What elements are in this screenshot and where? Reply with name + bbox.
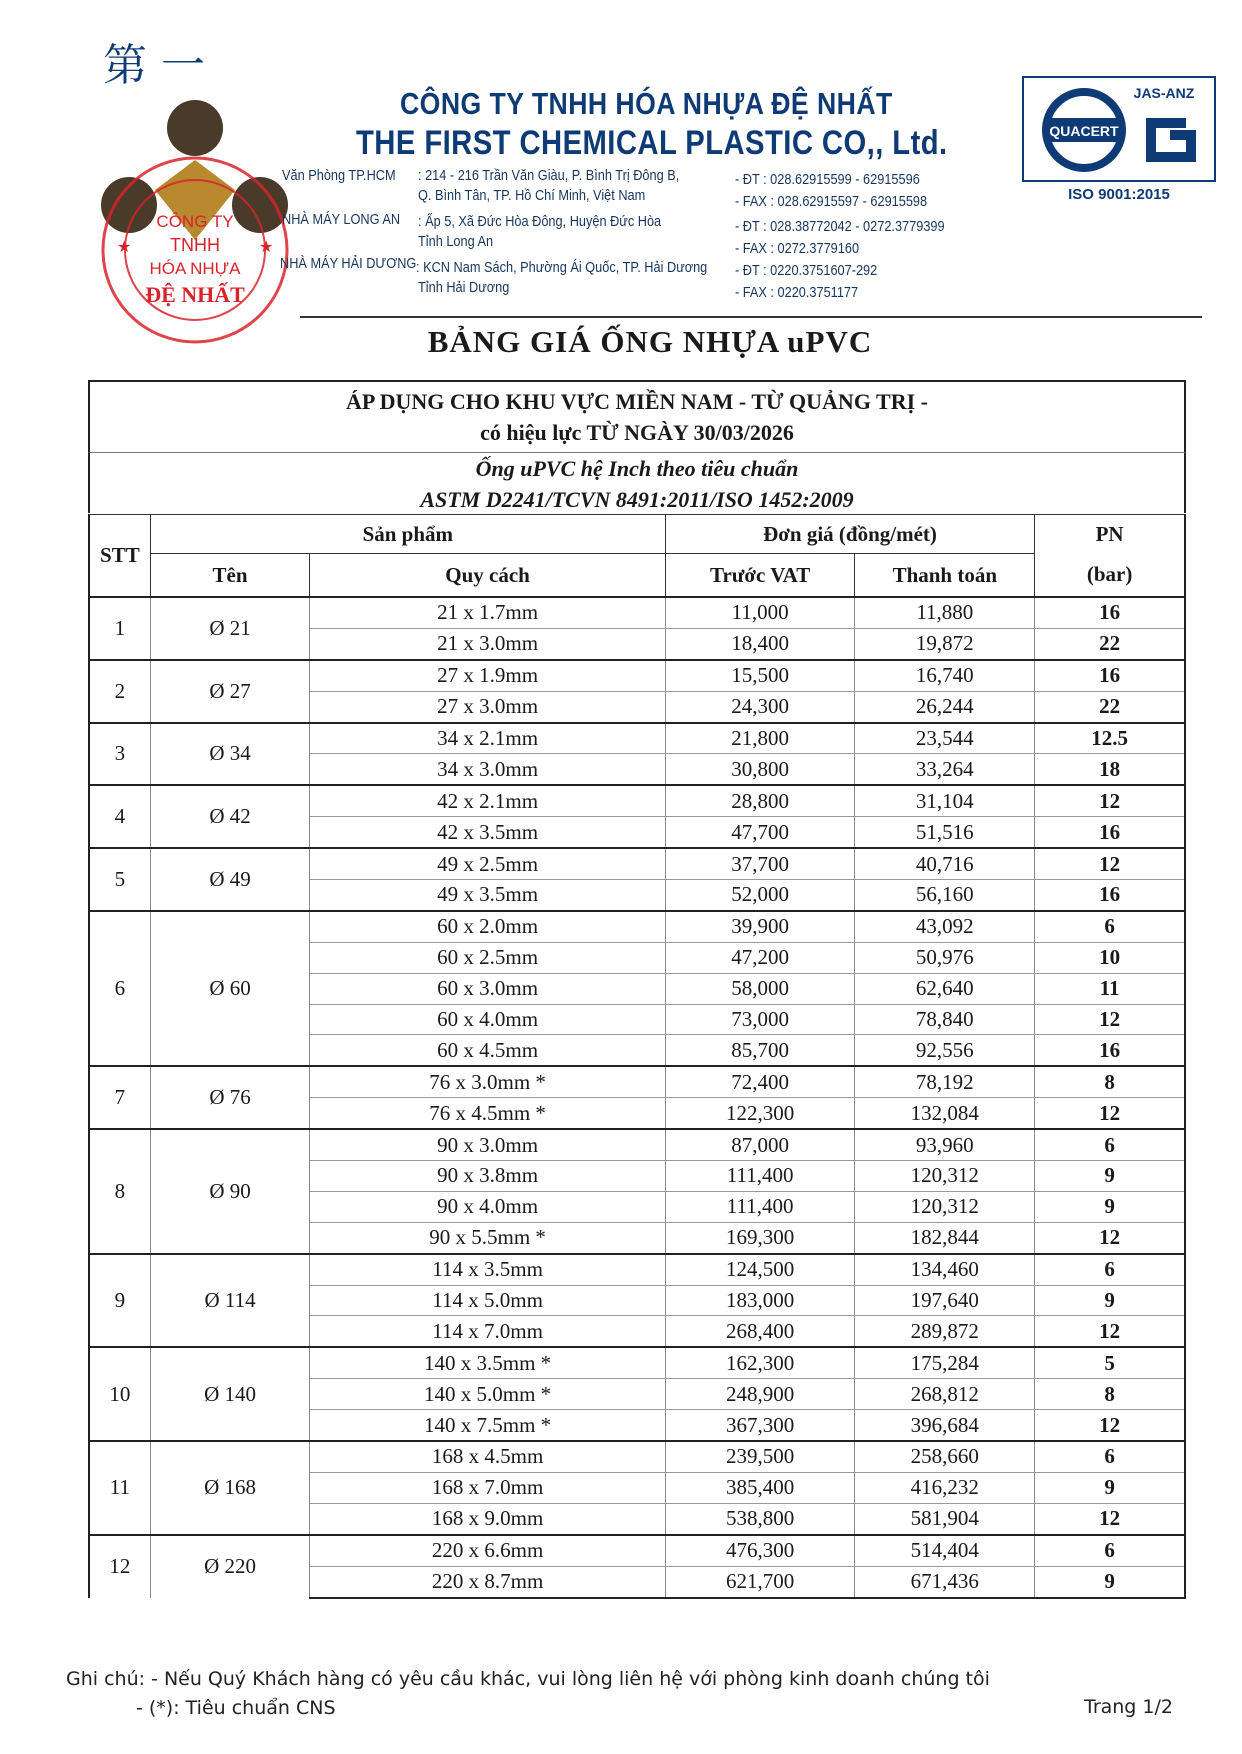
row-spec: 168 x 9.0mm: [310, 1503, 666, 1534]
standard-line-2: ASTM D2241/TCVN 8491:2011/ISO 1452:2009: [420, 487, 854, 512]
row-spec: 76 x 4.5mm *: [310, 1098, 666, 1129]
row-pn: 6: [1035, 1254, 1185, 1285]
row-spec: 114 x 5.0mm: [310, 1285, 666, 1316]
row-stt: 12: [89, 1535, 150, 1598]
row-stt: 7: [89, 1066, 150, 1129]
notes: [66, 1665, 990, 1723]
row-spec: 27 x 1.9mm: [310, 660, 666, 691]
row-pn: 9: [1035, 1285, 1185, 1316]
header-unit-price: Đơn giá (đồng/mét): [665, 515, 1034, 554]
cert-top-label: JAS-ANZ: [1133, 85, 1195, 101]
row-product-name: Ø 60: [150, 911, 310, 1066]
row-pn: 8: [1035, 1379, 1185, 1410]
price-table-body: [89, 597, 1185, 1598]
row-spec: 114 x 7.0mm: [310, 1316, 666, 1347]
row-spec: 90 x 4.0mm: [310, 1191, 666, 1222]
row-pn: 6: [1035, 911, 1185, 942]
header-name: Tên: [150, 554, 310, 598]
row-price-pre-vat: 268,400: [665, 1316, 855, 1347]
row-pn: 6: [1035, 1129, 1185, 1160]
row-product-name: Ø 21: [150, 597, 310, 660]
table-row: [89, 723, 1185, 754]
header-divider: [300, 316, 1202, 318]
contact-fax-longan: - FAX : 0272.3779160: [735, 240, 860, 257]
row-spec: 220 x 6.6mm: [310, 1535, 666, 1566]
row-price-total: 514,404: [855, 1535, 1035, 1566]
row-price-pre-vat: 37,700: [665, 848, 855, 879]
table-row: [89, 785, 1185, 816]
table-row: [89, 848, 1185, 879]
standard-box: [88, 452, 1186, 513]
header-product: Sản phẩm: [150, 515, 665, 554]
row-pn: 16: [1035, 1035, 1185, 1066]
table-row: [89, 597, 1185, 628]
row-spec: 60 x 4.0mm: [310, 1004, 666, 1035]
contact-phone-hcm: - ĐT : 028.62915599 - 62915596: [735, 171, 920, 188]
row-price-pre-vat: 72,400: [665, 1066, 855, 1097]
row-spec: 168 x 7.0mm: [310, 1472, 666, 1503]
quacert-certification-logo: [1022, 76, 1216, 182]
row-pn: 6: [1035, 1535, 1185, 1566]
row-product-name: Ø 140: [150, 1347, 310, 1441]
row-price-total: 26,244: [855, 691, 1035, 722]
row-stt: 11: [89, 1441, 150, 1535]
row-price-total: 120,312: [855, 1161, 1035, 1192]
row-pn: 11: [1035, 973, 1185, 1004]
row-product-name: Ø 220: [150, 1535, 310, 1598]
row-price-total: 33,264: [855, 754, 1035, 785]
row-pn: 12: [1035, 1004, 1185, 1035]
row-product-name: Ø 49: [150, 848, 310, 911]
note-line-2: - (*): Tiêu chuẩn CNS: [136, 1697, 336, 1719]
row-pn: 22: [1035, 691, 1185, 722]
row-price-total: 289,872: [855, 1316, 1035, 1347]
stamp-line-1: CÔNG TY: [156, 212, 234, 231]
row-stt: 3: [89, 723, 150, 786]
company-name-en: THE FIRST CHEMICAL PLASTIC CO,, Ltd.: [356, 124, 948, 162]
row-price-pre-vat: 385,400: [665, 1472, 855, 1503]
row-price-total: 182,844: [855, 1222, 1035, 1253]
standard-line-1: Ống uPVC hệ Inch theo tiêu chuẩn: [475, 456, 799, 481]
row-stt: 4: [89, 785, 150, 848]
row-spec: 220 x 8.7mm: [310, 1566, 666, 1597]
header-total: Thanh toán: [855, 554, 1035, 598]
price-table: [88, 514, 1186, 1599]
row-price-total: 134,460: [855, 1254, 1035, 1285]
row-price-total: 175,284: [855, 1347, 1035, 1378]
row-price-pre-vat: 11,000: [665, 597, 855, 628]
table-row: [89, 911, 1185, 942]
row-price-total: 92,556: [855, 1035, 1035, 1066]
row-pn: 9: [1035, 1191, 1185, 1222]
contact-address-haiduong-2: Tỉnh Hải Dương: [418, 279, 510, 296]
row-stt: 2: [89, 660, 150, 723]
row-pn: 12: [1035, 1316, 1185, 1347]
table-row: [89, 1535, 1185, 1566]
row-spec: 34 x 2.1mm: [310, 723, 666, 754]
row-price-pre-vat: 111,400: [665, 1191, 855, 1222]
header-spec: Quy cách: [310, 554, 666, 598]
contact-fax-haiduong: - FAX : 0220.3751177: [735, 284, 859, 301]
row-spec: 114 x 3.5mm: [310, 1254, 666, 1285]
row-price-total: 62,640: [855, 973, 1035, 1004]
stamp-line-2: TNHH: [170, 235, 220, 255]
table-row: [89, 1254, 1185, 1285]
row-price-pre-vat: 47,200: [665, 942, 855, 973]
row-pn: 12.5: [1035, 723, 1185, 754]
row-price-pre-vat: 85,700: [665, 1035, 855, 1066]
company-name-vn: CÔNG TY TNHH HÓA NHỰA ĐỆ NHẤT: [400, 86, 893, 121]
row-price-pre-vat: 169,300: [665, 1222, 855, 1253]
contact-address-hcm-2: Q. Bình Tân, TP. Hồ Chí Minh, Việt Nam: [418, 187, 646, 204]
scope-line-1: ÁP DỤNG CHO KHU VỰC MIỀN NAM - TỪ QUẢNG TRỊ -: [346, 389, 928, 414]
contact-address-haiduong-1: : KCN Nam Sách, Phường Ái Quốc, TP. Hải Dương: [416, 259, 708, 276]
contact-fax-hcm: - FAX : 028.62915597 - 62915598: [735, 193, 928, 210]
row-price-pre-vat: 538,800: [665, 1503, 855, 1534]
row-pn: 16: [1035, 880, 1185, 911]
row-price-pre-vat: 18,400: [665, 628, 855, 659]
header-pn: PN: [1035, 515, 1185, 554]
row-price-total: 31,104: [855, 785, 1035, 816]
row-spec: 42 x 3.5mm: [310, 817, 666, 848]
row-spec: 140 x 7.5mm *: [310, 1410, 666, 1441]
row-pn: 9: [1035, 1472, 1185, 1503]
header-pn-unit: (bar): [1035, 554, 1185, 598]
row-spec: 34 x 3.0mm: [310, 754, 666, 785]
row-pn: 12: [1035, 1503, 1185, 1534]
row-pn: 18: [1035, 754, 1185, 785]
row-product-name: Ø 90: [150, 1129, 310, 1254]
row-spec: 60 x 2.0mm: [310, 911, 666, 942]
row-price-total: 93,960: [855, 1129, 1035, 1160]
row-stt: 6: [89, 911, 150, 1066]
row-price-pre-vat: 30,800: [665, 754, 855, 785]
row-price-total: 23,544: [855, 723, 1035, 754]
row-price-total: 40,716: [855, 848, 1035, 879]
row-pn: 12: [1035, 1098, 1185, 1129]
row-price-total: 16,740: [855, 660, 1035, 691]
row-price-pre-vat: 73,000: [665, 1004, 855, 1035]
header-pre-vat: Trước VAT: [665, 554, 855, 598]
row-spec: 90 x 3.8mm: [310, 1161, 666, 1192]
row-price-total: 51,516: [855, 817, 1035, 848]
row-product-name: Ø 114: [150, 1254, 310, 1348]
stamp-line-3: HÓA NHỰA: [149, 259, 241, 278]
row-price-pre-vat: 183,000: [665, 1285, 855, 1316]
table-row: [89, 1066, 1185, 1097]
row-spec: 60 x 4.5mm: [310, 1035, 666, 1066]
stamp-line-4: ĐỆ NHẤT: [145, 282, 245, 307]
row-pn: 12: [1035, 1410, 1185, 1441]
row-price-pre-vat: 52,000: [665, 880, 855, 911]
row-pn: 9: [1035, 1161, 1185, 1192]
row-price-total: 396,684: [855, 1410, 1035, 1441]
row-price-total: 78,192: [855, 1066, 1035, 1097]
row-spec: 21 x 1.7mm: [310, 597, 666, 628]
page-number: Trang 1/2: [1084, 1696, 1173, 1718]
contact-phone-haiduong: - ĐT : 0220.3751607-292: [735, 262, 878, 279]
company-logo: [95, 40, 305, 370]
row-price-pre-vat: 15,500: [665, 660, 855, 691]
row-price-pre-vat: 111,400: [665, 1161, 855, 1192]
row-spec: 21 x 3.0mm: [310, 628, 666, 659]
page-title: BẢNG GIÁ ỐNG NHỰA uPVC: [427, 324, 873, 359]
row-price-pre-vat: 87,000: [665, 1129, 855, 1160]
row-price-total: 268,812: [855, 1379, 1035, 1410]
row-stt: 8: [89, 1129, 150, 1254]
contact-label-longan: NHÀ MÁY LONG AN: [282, 211, 401, 228]
row-spec: 168 x 4.5mm: [310, 1441, 666, 1472]
row-spec: 90 x 5.5mm *: [310, 1222, 666, 1253]
row-price-total: 132,084: [855, 1098, 1035, 1129]
row-pn: 16: [1035, 817, 1185, 848]
table-row: [89, 1347, 1185, 1378]
row-spec: 60 x 2.5mm: [310, 942, 666, 973]
iso-label: ISO 9001:2015: [1068, 186, 1170, 203]
row-product-name: Ø 168: [150, 1441, 310, 1535]
row-spec: 140 x 3.5mm *: [310, 1347, 666, 1378]
row-price-pre-vat: 248,900: [665, 1379, 855, 1410]
row-price-pre-vat: 47,700: [665, 817, 855, 848]
row-pn: 12: [1035, 848, 1185, 879]
row-stt: 1: [89, 597, 150, 660]
row-price-pre-vat: 58,000: [665, 973, 855, 1004]
row-spec: 49 x 2.5mm: [310, 848, 666, 879]
row-price-total: 197,640: [855, 1285, 1035, 1316]
contact-address-hcm-1: : 214 - 216 Trần Văn Giàu, P. Bình Trị Đông B,: [418, 167, 680, 184]
row-price-pre-vat: 476,300: [665, 1535, 855, 1566]
row-spec: 42 x 2.1mm: [310, 785, 666, 816]
row-price-pre-vat: 621,700: [665, 1566, 855, 1597]
row-price-pre-vat: 122,300: [665, 1098, 855, 1129]
row-product-name: Ø 34: [150, 723, 310, 786]
row-pn: 12: [1035, 1222, 1185, 1253]
row-pn: 22: [1035, 628, 1185, 659]
row-price-total: 78,840: [855, 1004, 1035, 1035]
row-stt: 5: [89, 848, 150, 911]
row-spec: 140 x 5.0mm *: [310, 1379, 666, 1410]
row-price-total: 258,660: [855, 1441, 1035, 1472]
row-product-name: Ø 27: [150, 660, 310, 723]
cert-name: QUACERT: [1049, 123, 1119, 139]
row-spec: 76 x 3.0mm *: [310, 1066, 666, 1097]
row-product-name: Ø 42: [150, 785, 310, 848]
header-stt: STT: [89, 515, 150, 598]
row-price-total: 43,092: [855, 911, 1035, 942]
logo-chars: 第 一: [103, 40, 205, 91]
row-price-pre-vat: 24,300: [665, 691, 855, 722]
table-row: [89, 1441, 1185, 1472]
row-price-total: 11,880: [855, 597, 1035, 628]
row-price-total: 671,436: [855, 1566, 1035, 1597]
scope-box: [88, 380, 1186, 453]
row-spec: 49 x 3.5mm: [310, 880, 666, 911]
row-pn: 5: [1035, 1347, 1185, 1378]
svg-text:★: ★: [117, 239, 132, 256]
row-price-pre-vat: 21,800: [665, 723, 855, 754]
row-price-total: 416,232: [855, 1472, 1035, 1503]
row-pn: 8: [1035, 1066, 1185, 1097]
contact-address-longan-2: Tỉnh Long An: [418, 233, 494, 250]
row-spec: 60 x 3.0mm: [310, 973, 666, 1004]
contact-phone-longan: - ĐT : 028.38772042 - 0272.3779399: [735, 218, 945, 235]
row-price-total: 50,976: [855, 942, 1035, 973]
row-product-name: Ø 76: [150, 1066, 310, 1129]
row-price-pre-vat: 39,900: [665, 911, 855, 942]
row-price-total: 120,312: [855, 1191, 1035, 1222]
contact-label-haiduong: NHÀ MÁY HẢI DƯƠNG: [280, 255, 417, 272]
contact-address-longan-1: : Ấp 5, Xã Đức Hòa Đông, Huyện Đức Hòa: [418, 213, 662, 230]
row-pn: 9: [1035, 1566, 1185, 1597]
row-spec: 27 x 3.0mm: [310, 691, 666, 722]
row-pn: 16: [1035, 597, 1185, 628]
table-row: [89, 1129, 1185, 1160]
note-line-1: Ghi chú: - Nếu Quý Khách hàng có yêu cầu khác, vui lòng liên hệ với phòng kinh doanh chúng tôi: [66, 1668, 990, 1690]
row-pn: 10: [1035, 942, 1185, 973]
scope-line-2: có hiệu lực TỪ NGÀY 30/03/2026: [480, 420, 794, 445]
row-price-pre-vat: 124,500: [665, 1254, 855, 1285]
contact-label-hcm: Văn Phòng TP.HCM: [282, 167, 396, 184]
row-price-total: 56,160: [855, 880, 1035, 911]
row-pn: 12: [1035, 785, 1185, 816]
svg-text:★: ★: [259, 239, 274, 256]
row-price-total: 581,904: [855, 1503, 1035, 1534]
row-pn: 6: [1035, 1441, 1185, 1472]
row-stt: 9: [89, 1254, 150, 1348]
row-spec: 90 x 3.0mm: [310, 1129, 666, 1160]
row-price-total: 19,872: [855, 628, 1035, 659]
row-price-pre-vat: 162,300: [665, 1347, 855, 1378]
row-price-pre-vat: 28,800: [665, 785, 855, 816]
row-pn: 16: [1035, 660, 1185, 691]
row-stt: 10: [89, 1347, 150, 1441]
table-row: [89, 660, 1185, 691]
row-price-pre-vat: 367,300: [665, 1410, 855, 1441]
row-price-pre-vat: 239,500: [665, 1441, 855, 1472]
